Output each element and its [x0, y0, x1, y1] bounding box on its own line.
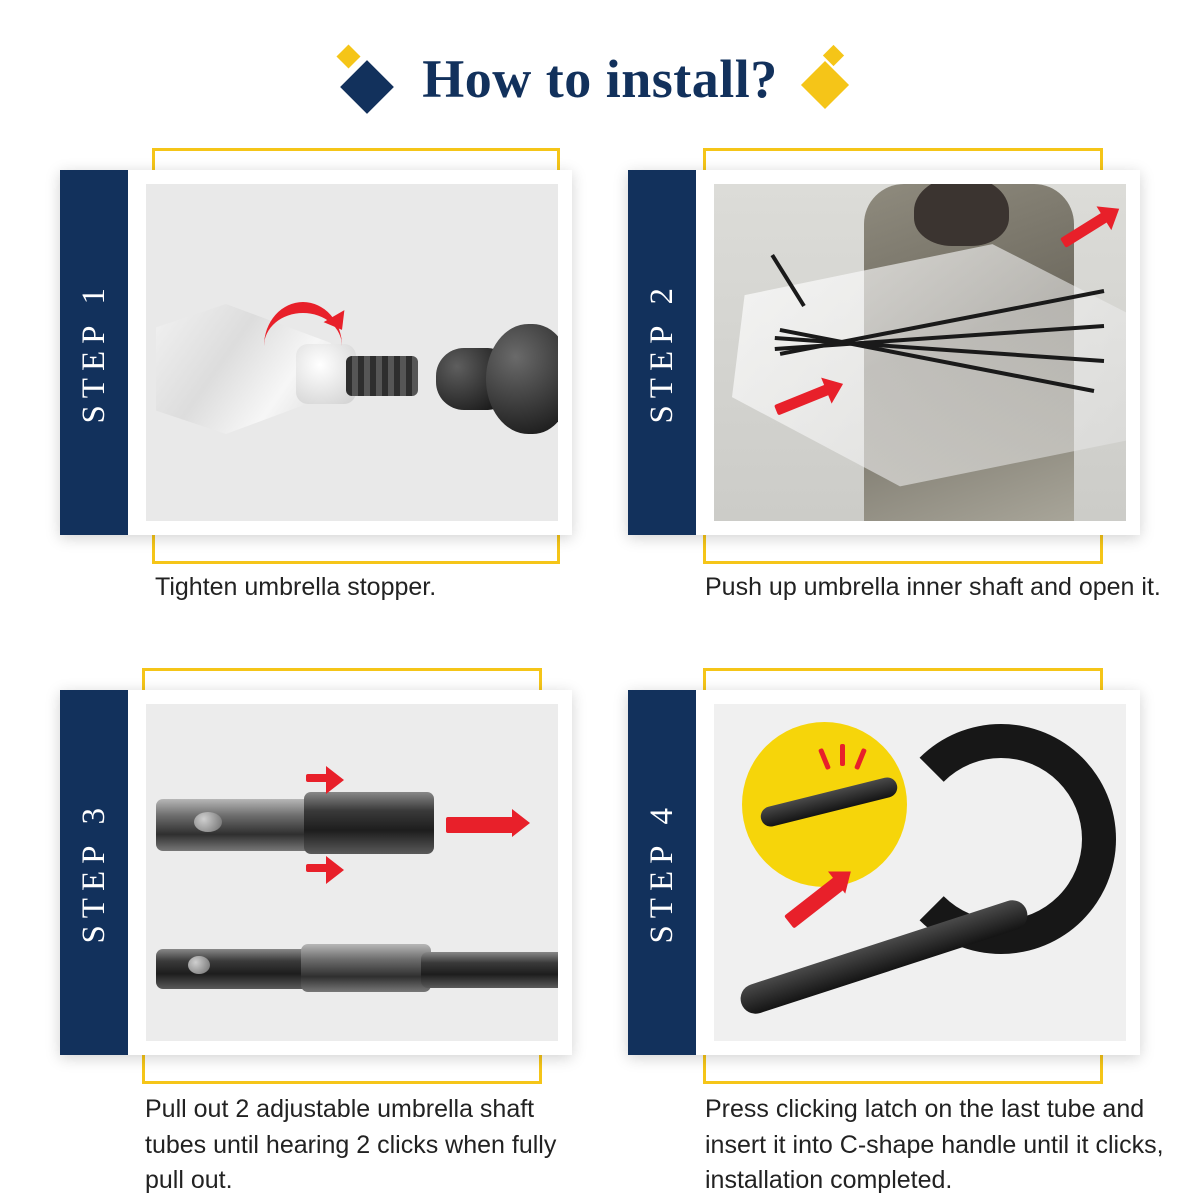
pull-arrow-icon [306, 864, 330, 872]
step-3-image [146, 704, 558, 1041]
step-card-4 [600, 660, 1200, 1200]
screw-icon [188, 956, 210, 974]
pull-arrow-icon [306, 774, 330, 782]
stopper-cap-shape [436, 324, 558, 434]
step-1-card [60, 170, 572, 535]
spring-button-icon [194, 812, 222, 832]
diamond-decoration-right [804, 48, 860, 110]
step-2-image [714, 184, 1126, 521]
step-card-1 [0, 140, 600, 660]
step-2-label: STEP 2 [643, 281, 680, 424]
shaft-tube-shape [156, 799, 326, 851]
click-spark-icon [840, 744, 845, 766]
step-1-caption: Tighten umbrella stopper. [155, 573, 437, 601]
step-card-3 [0, 660, 600, 1200]
step-2-caption: Push up umbrella inner shaft and open it. [705, 573, 1161, 601]
step-2-card [628, 170, 1140, 535]
shaft-tube-shape [301, 944, 431, 992]
page-header [0, 48, 1200, 110]
shaft-tube-shape [304, 792, 434, 854]
page-title: How to install? [422, 49, 778, 109]
step-4-label: STEP 4 [643, 801, 680, 944]
step-4-image [714, 704, 1126, 1041]
step-1-label: STEP 1 [75, 281, 112, 424]
person-head-shape [914, 184, 1009, 246]
step-3-label-tab [60, 690, 128, 1055]
small-diamond-icon [337, 44, 361, 68]
step-4-label-tab [628, 690, 696, 1055]
large-diamond-icon [801, 61, 849, 109]
threaded-shaft-shape [346, 356, 418, 396]
step-3-card [60, 690, 572, 1055]
step-4-card [628, 690, 1140, 1055]
steps-grid [0, 140, 1200, 1200]
step-3-caption: Pull out 2 adjustable umbrella shaft tubes until hearing 2 clicks when fully pull out. [145, 1095, 557, 1194]
rotate-arrow-icon [264, 302, 342, 346]
pull-out-arrow-icon [446, 817, 516, 833]
step-card-2 [600, 140, 1200, 660]
step-3-label: STEP 3 [75, 801, 112, 944]
step-1-label-tab [60, 170, 128, 535]
step-1-image [146, 184, 558, 521]
step-4-caption: Press clicking latch on the last tube and insert it into C-shape handle until it clicks, installation completed. [705, 1095, 1164, 1194]
shaft-tube-shape [421, 952, 558, 988]
diamond-decoration-left [340, 48, 396, 110]
step-2-label-tab [628, 170, 696, 535]
